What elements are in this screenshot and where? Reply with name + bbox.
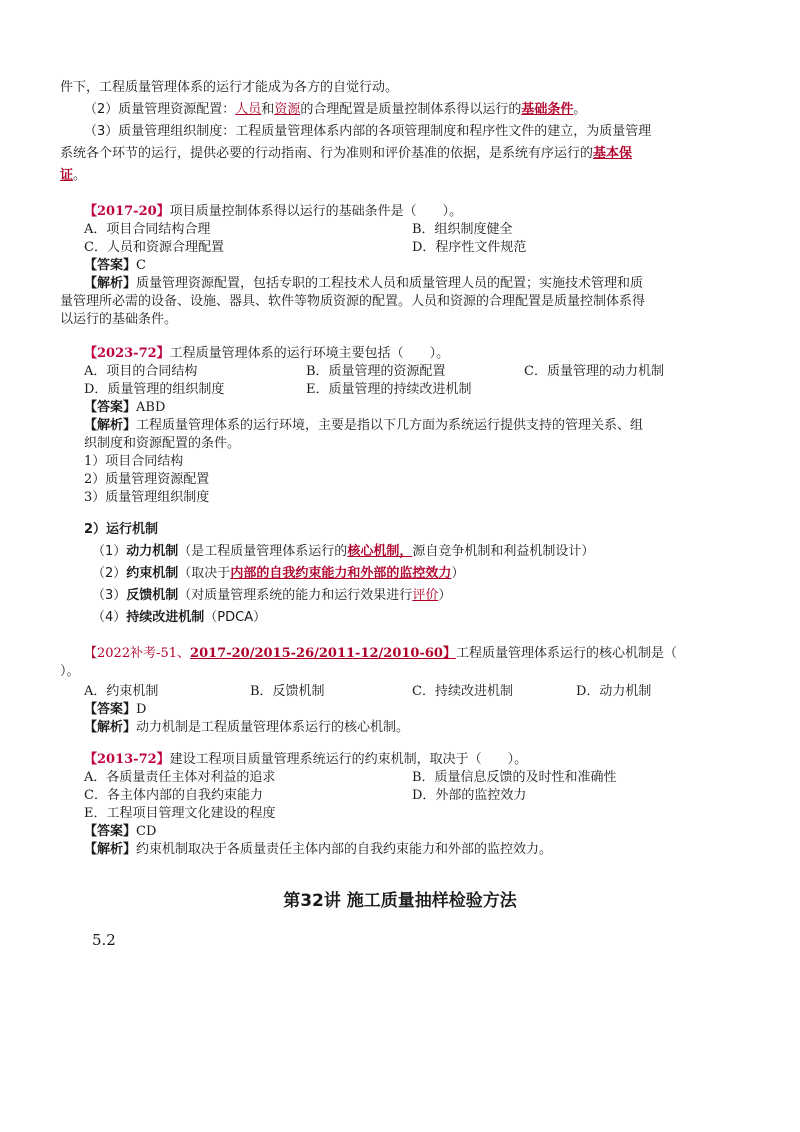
intro-line-1 [60,78,740,98]
q3-answer [84,700,146,720]
question-tag: 【2017-20】 [84,204,170,219]
question-stem: 工程质量管理体系运行的核心机制是（ [455,646,677,661]
text: 的合理配置是质量控制体系得以运行的 [300,102,522,117]
mechanism-3 [92,586,451,606]
question-tag: 【2022补考-51、 [84,646,191,661]
text: 系统各个环节的运行，提供必要的行动指南、行为准则和评价基准的依据，是系统有序运行的 [60,146,594,161]
intro-line-2 [84,100,740,120]
item-name: 反馈机制 [126,588,179,603]
answer-value: C [136,258,146,273]
q4-stem [84,750,740,770]
text: 源自竞争机制和利益机制设计） [412,544,595,559]
q1-stem [84,202,740,222]
question-stem: 建设工程项目质量管理系统运行的约束机制，取决于（ ）。 [169,752,528,767]
item-number: （1） [92,544,127,559]
text: 。 [73,168,87,183]
q1-analysis-2: 量管理所必需的设备、设施、器具、软件等物质资源的配置。人员和资源的合理配置是质量控制体系得 [60,294,646,309]
q4-analysis-1 [84,840,552,860]
intro-line-4 [60,144,740,164]
mechanism-heading: 2）运行机制 [84,522,159,537]
q1-option-c: C．人员和资源合理配置 [84,240,224,255]
q2-option-d: D．质量管理的组织制度 [84,382,225,397]
q2-answer [84,398,165,418]
q3-option-a: A．约束机制 [84,684,159,699]
answer-label: 【答案】 [84,258,137,273]
answer-label: 【答案】 [84,824,137,839]
q2-option-b: B．质量管理的资源配置 [306,364,446,379]
mechanism-4 [92,608,266,628]
question-tag: 【2023-72】 [84,346,170,361]
q3-option-c: C．持续改进机制 [412,684,513,699]
item-name: 动力机制 [126,544,179,559]
q4-option-c: C．各主体内部的自我约束能力 [84,788,263,803]
answer-value: CD [136,824,157,839]
text: 。 [573,102,587,117]
highlight-evaluation: 评价 [412,588,439,603]
answer-label: 【答案】 [84,702,137,717]
item-number: （3） [92,588,127,603]
item-number: （2） [92,566,127,581]
highlight-basic-guarantee-end: 证 [60,168,74,183]
mechanism-2 [92,564,464,584]
q3-stem-end: ）。 [60,664,80,679]
analysis-label: 【解析】 [84,418,137,433]
analysis-text: 动力机制是工程质量管理体系运行的核心机制。 [136,720,410,735]
q1-analysis-1 [84,274,643,294]
intro-line-5 [60,166,740,186]
q2-item-1: 1）项目合同结构 [84,454,184,469]
q2-analysis-1 [84,416,643,436]
text: 和 [261,102,275,117]
text: （PDCA） [204,610,267,625]
q1-answer [84,256,146,276]
q2-option-c: C．质量管理的动力机制 [524,364,664,379]
item-name: 约束机制 [126,566,179,581]
q2-stem [84,344,740,364]
question-stem: 项目质量控制体系得以运行的基础条件是（ ）。 [169,204,463,219]
q4-option-e: E．工程项目管理文化建设的程度 [84,806,276,821]
highlight-constraint: 内部的自我约束能力和外部的监控效力 [230,566,452,581]
question-tag-years: 2017-20/2015-26/2011-12/2010-60】 [190,646,456,661]
q4-option-d: D．外部的监控效力 [412,788,527,803]
analysis-label: 【解析】 [84,842,137,857]
text: （对质量管理系统的能力和运行效果进行 [178,588,413,603]
q2-analysis-2: 织制度和资源配置的条件。 [84,436,241,451]
answer-label: 【答案】 [84,400,137,415]
q4-option-a: A．各质量责任主体对利益的追求 [84,770,276,785]
q4-option-b: B．质量信息反馈的及时性和准确性 [412,770,617,785]
text: ） [451,566,465,581]
q1-option-b: B．组织制度健全 [412,222,513,237]
q1-option-d: D．程序性文件规范 [412,240,527,255]
q2-item-2: 2）质量管理资源配置 [84,472,210,487]
analysis-text: 质量管理资源配置，包括专职的工程技术人员和质量管理人员的配置；实施技术管理和质 [136,276,644,291]
highlight-personnel: 人员 [235,102,262,117]
analysis-text: 约束机制取决于各质量责任主体内部的自我约束能力和外部的监控效力。 [136,842,553,857]
highlight-basic-guarantee: 基本保 [593,146,633,161]
analysis-text: 工程质量管理体系的运行环境，主要是指以下几方面为系统运行提供支持的管理关系、组 [136,418,644,433]
q1-analysis-3: 以运行的基础条件。 [60,312,178,327]
text: （3）质量管理组织制度：工程质量管理体系内部的各项管理制度和程序性文件的建立，为质量管理 [84,124,652,139]
section-title: 第32讲 施工质量抽样检验方法 [283,891,517,911]
item-name: 持续改进机制 [126,610,205,625]
section-number: 5.2 [92,931,116,949]
q2-option-e: E．质量管理的持续改进机制 [306,382,472,397]
highlight-resources: 资源 [274,102,301,117]
q1-option-a: A．项目合同结构合理 [84,222,211,237]
answer-value: ABD [136,400,166,415]
q2-option-a: A．项目的合同结构 [84,364,198,379]
text: （2）质量管理资源配置： [84,102,236,117]
intro-text: 件下，工程质量管理体系的运行才能成为各方的自觉行动。 [60,80,399,95]
q4-answer [84,822,156,842]
question-tag: 【2013-72】 [84,752,170,767]
analysis-label: 【解析】 [84,720,137,735]
q3-option-d: D．动力机制 [576,684,652,699]
question-stem: 工程质量管理体系的运行环境主要包括（ ）。 [169,346,450,361]
highlight-basic-conditions: 基础条件 [521,102,574,117]
q3-stem [84,644,677,664]
text: （是工程质量管理体系运行的 [178,544,348,559]
item-number: （4） [92,610,127,625]
q3-option-b: B．反馈机制 [250,684,325,699]
answer-value: D [136,702,147,717]
analysis-label: 【解析】 [84,276,137,291]
text: （取决于 [178,566,231,581]
q3-analysis-1 [84,718,409,738]
q2-item-3: 3）质量管理组织制度 [84,490,210,505]
text: ） [438,588,452,603]
intro-line-3 [84,122,740,142]
mechanism-1 [92,542,594,562]
highlight-core-mechanism: 核心机制， [347,544,413,559]
